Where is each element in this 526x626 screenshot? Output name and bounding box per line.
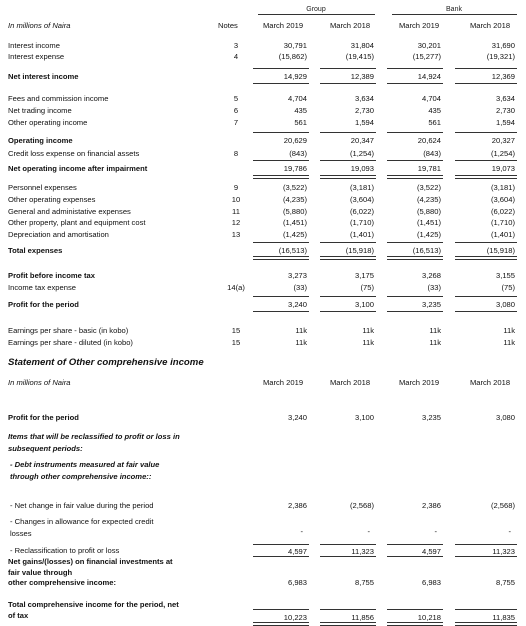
subtotal-rule <box>387 83 443 84</box>
total-double-rule <box>253 256 309 260</box>
amount-cell: (15,862) <box>278 52 307 61</box>
subtotal-rule <box>320 68 376 69</box>
note-ref: 9 <box>233 183 239 192</box>
line-item-label: Profit before income tax <box>8 271 95 280</box>
amount-cell: (2,568) <box>490 501 515 510</box>
subtotal-rule <box>455 609 517 610</box>
subtotal-rule <box>455 311 517 312</box>
subtotal-rule <box>320 242 376 243</box>
subtotal-rule <box>455 544 517 545</box>
amount-cell: 3,235 <box>421 300 441 309</box>
oci-column-header: March 2018 <box>329 378 371 387</box>
note-ref: 8 <box>233 149 239 158</box>
fv-change-label: - Net change in fair value during the period <box>10 501 154 510</box>
total-double-rule <box>320 622 376 626</box>
line-item-label: Fees and commission income <box>8 94 109 103</box>
total-double-rule <box>253 175 309 179</box>
bank-header-rule <box>392 14 517 15</box>
subtotal-rule <box>253 83 309 84</box>
debt-instruments-heading: through other comprehensive income:: <box>10 472 152 481</box>
subtotal-rule <box>387 556 443 557</box>
column-header: March 2018 <box>469 21 511 30</box>
amount-cell: (3,181) <box>490 183 515 192</box>
amount-cell: 11k <box>362 326 374 335</box>
amount-cell: 3,155 <box>495 271 515 280</box>
amount-cell: (33) <box>427 283 441 292</box>
notes-column-header: Notes <box>218 21 238 30</box>
total-comprehensive-label: of tax <box>8 611 29 620</box>
line-item-label: Interest expense <box>8 52 65 61</box>
amount-cell: (1,254) <box>490 149 515 158</box>
amount-cell: 3,268 <box>421 271 441 280</box>
amount-cell: 14,929 <box>283 72 307 81</box>
total-double-rule <box>387 256 443 260</box>
line-item-label: Earnings per share - diluted (in kobo) <box>8 338 133 347</box>
subtotal-rule <box>320 83 376 84</box>
subtotal-rule <box>253 544 309 545</box>
note-ref: 12 <box>231 218 241 227</box>
amount-cell: 19,073 <box>491 164 515 173</box>
amount-cell: (1,425) <box>282 230 307 239</box>
column-header: March 2018 <box>329 21 371 30</box>
amount-cell: 11k <box>295 338 307 347</box>
amount-cell: 3,634 <box>354 94 374 103</box>
line-item-label: Personnel expenses <box>8 183 77 192</box>
amount-cell: 14,924 <box>417 72 441 81</box>
line-item-label: Profit for the period <box>8 300 79 309</box>
reclass-heading: Items that will be reclassified to profit or loss in <box>8 432 180 441</box>
amount-cell: 6,983 <box>421 578 441 587</box>
amount-cell: (19,321) <box>486 52 515 61</box>
amount-cell: 8,755 <box>495 578 515 587</box>
amount-cell: 19,093 <box>350 164 374 173</box>
amount-cell: (3,604) <box>490 195 515 204</box>
amount-cell: 11,323 <box>492 547 515 556</box>
amount-cell: (16,513) <box>278 246 307 255</box>
amount-cell: - <box>367 527 370 536</box>
amount-cell: (843) <box>423 149 441 158</box>
note-ref: 4 <box>233 52 239 61</box>
amount-cell: (1,401) <box>490 230 515 239</box>
note-ref: 13 <box>231 230 241 239</box>
amount-cell: 11,323 <box>351 547 374 556</box>
subtotal-rule <box>320 544 376 545</box>
amount-cell: 10,223 <box>283 613 307 622</box>
amount-cell: 20,327 <box>491 136 515 145</box>
amount-cell: (5,880) <box>282 207 307 216</box>
amount-cell: 2,386 <box>287 501 307 510</box>
amount-cell: 4,597 <box>421 547 441 556</box>
units-label: In millions of Naira <box>8 21 71 30</box>
oci-units-label: In millions of Naira <box>8 378 71 387</box>
total-double-rule <box>320 256 376 260</box>
subtotal-rule <box>320 609 376 610</box>
amount-cell: 11,856 <box>351 613 374 622</box>
amount-cell: 11k <box>429 338 441 347</box>
group-header: Group <box>306 6 326 13</box>
subtotal-rule <box>387 609 443 610</box>
amount-cell: 3,240 <box>287 300 307 309</box>
subtotal-rule <box>320 160 376 161</box>
note-ref: 15 <box>231 338 241 347</box>
amount-cell: 4,597 <box>287 547 307 556</box>
amount-cell: 3,273 <box>287 271 307 280</box>
amount-cell: 3,175 <box>354 271 374 280</box>
amount-cell: 12,369 <box>491 72 515 81</box>
amount-cell: (3,181) <box>349 183 374 192</box>
total-double-rule <box>253 622 309 626</box>
amount-cell: 3,240 <box>287 413 307 422</box>
subtotal-rule <box>387 544 443 545</box>
amount-cell: 11k <box>503 326 515 335</box>
amount-cell: 20,624 <box>417 136 441 145</box>
line-item-label: Earnings per share - basic (in kobo) <box>8 326 129 335</box>
amount-cell: (1,254) <box>349 149 374 158</box>
note-ref: 6 <box>233 106 239 115</box>
amount-cell: 4,704 <box>421 94 441 103</box>
subtotal-rule <box>387 242 443 243</box>
line-item-label: Other operating expenses <box>8 195 96 204</box>
oci-column-header: March 2019 <box>262 378 304 387</box>
column-header: March 2019 <box>262 21 304 30</box>
line-item-label: Credit loss expense on financial assets <box>8 149 140 158</box>
group-header-rule <box>258 14 375 15</box>
amount-cell: (6,022) <box>349 207 374 216</box>
amount-cell: (1,425) <box>416 230 441 239</box>
line-item-label: Depreciation and amortisation <box>8 230 109 239</box>
amount-cell: (2,568) <box>349 501 374 510</box>
subtotal-rule <box>455 83 517 84</box>
amount-cell: 561 <box>428 118 441 127</box>
subtotal-rule <box>320 296 376 297</box>
subtotal-rule <box>253 311 309 312</box>
total-double-rule <box>387 622 443 626</box>
subtotal-rule <box>253 68 309 69</box>
amount-cell: 30,791 <box>283 41 307 50</box>
subtotal-rule <box>387 160 443 161</box>
subtotal-rule <box>253 609 309 610</box>
note-ref: 3 <box>233 41 239 50</box>
subtotal-rule <box>253 296 309 297</box>
allowance-label: - Changes in allowance for expected credit <box>10 517 154 526</box>
oci-column-header: March 2019 <box>398 378 440 387</box>
amount-cell: 6,983 <box>287 578 307 587</box>
net-gains-label: fair value through <box>8 568 73 577</box>
amount-cell: (15,277) <box>412 52 441 61</box>
subtotal-rule <box>253 160 309 161</box>
subtotal-rule <box>387 68 443 69</box>
amount-cell: 10,218 <box>417 613 441 622</box>
subtotal-rule <box>455 132 517 133</box>
amount-cell: 3,634 <box>495 94 515 103</box>
amount-cell: (1,710) <box>349 218 374 227</box>
amount-cell: (75) <box>360 283 374 292</box>
amount-cell: 3,080 <box>495 413 515 422</box>
amount-cell: 31,804 <box>350 41 374 50</box>
amount-cell: (15,918) <box>345 246 374 255</box>
line-item-label: General and administative expenses <box>8 207 131 216</box>
amount-cell: 20,629 <box>283 136 307 145</box>
total-double-rule <box>455 622 517 626</box>
subtotal-rule <box>455 296 517 297</box>
note-ref: 7 <box>233 118 239 127</box>
amount-cell: - <box>434 527 437 536</box>
reclass-heading: subsequent periods: <box>8 444 83 453</box>
line-item-label: Operating income <box>8 136 73 145</box>
line-item-label: Other operating income <box>8 118 88 127</box>
line-item-label: Income tax expense <box>8 283 76 292</box>
amount-cell: (6,022) <box>490 207 515 216</box>
subtotal-rule <box>455 68 517 69</box>
total-double-rule <box>320 175 376 179</box>
amount-cell: 8,755 <box>354 578 374 587</box>
line-item-label: Net operating income after impairment <box>8 164 148 173</box>
oci-profit-label: Profit for the period <box>8 413 79 422</box>
total-double-rule <box>455 256 517 260</box>
amount-cell: 4,704 <box>287 94 307 103</box>
amount-cell: (5,880) <box>416 207 441 216</box>
reclass-label: - Reclassification to profit or loss <box>10 546 120 555</box>
amount-cell: 11k <box>295 326 307 335</box>
subtotal-rule <box>253 242 309 243</box>
amount-cell: (3,522) <box>282 183 307 192</box>
oci-section-title: Statement of Other comprehensive income <box>8 357 204 368</box>
amount-cell: (3,604) <box>349 195 374 204</box>
amount-cell: (1,451) <box>416 218 441 227</box>
total-comprehensive-label: Total comprehensive income for the period, net <box>8 600 179 609</box>
amount-cell: 31,690 <box>491 41 515 50</box>
amount-cell: 1,594 <box>354 118 374 127</box>
amount-cell: 561 <box>294 118 307 127</box>
debt-instruments-heading: - Debt instruments measured at fair value <box>10 460 160 469</box>
subtotal-rule <box>455 242 517 243</box>
amount-cell: (4,235) <box>282 195 307 204</box>
amount-cell: 1,594 <box>495 118 515 127</box>
allowance-label: losses <box>10 529 32 538</box>
subtotal-rule <box>253 132 309 133</box>
amount-cell: (843) <box>289 149 307 158</box>
amount-cell: 2,730 <box>495 106 515 115</box>
note-ref: 14(a) <box>227 283 245 292</box>
subtotal-rule <box>253 556 309 557</box>
line-item-label: Net trading income <box>8 106 72 115</box>
bank-header: Bank <box>446 6 462 13</box>
subtotal-rule <box>320 556 376 557</box>
amount-cell: 2,730 <box>354 106 374 115</box>
amount-cell: (4,235) <box>416 195 441 204</box>
amount-cell: 435 <box>294 106 307 115</box>
amount-cell: (1,710) <box>490 218 515 227</box>
subtotal-rule <box>455 556 517 557</box>
amount-cell: 11,835 <box>492 613 515 622</box>
amount-cell: (1,451) <box>282 218 307 227</box>
total-double-rule <box>387 175 443 179</box>
amount-cell: (19,415) <box>345 52 374 61</box>
amount-cell: (3,522) <box>416 183 441 192</box>
amount-cell: 19,781 <box>417 164 441 173</box>
amount-cell: (33) <box>293 283 307 292</box>
net-gains-label: Net gains/(losses) on financial investments at <box>8 557 173 566</box>
note-ref: 15 <box>231 326 241 335</box>
amount-cell: 3,100 <box>354 300 374 309</box>
subtotal-rule <box>320 311 376 312</box>
subtotal-rule <box>387 132 443 133</box>
amount-cell: - <box>300 527 303 536</box>
amount-cell: 11k <box>503 338 515 347</box>
amount-cell: 20,347 <box>350 136 374 145</box>
subtotal-rule <box>455 160 517 161</box>
amount-cell: 3,100 <box>354 413 374 422</box>
note-ref: 5 <box>233 94 239 103</box>
amount-cell: - <box>508 527 511 536</box>
line-item-label: Net interest income <box>8 72 79 81</box>
amount-cell: 11k <box>429 326 441 335</box>
amount-cell: (1,401) <box>349 230 374 239</box>
amount-cell: (16,513) <box>412 246 441 255</box>
net-gains-label: other comprehensive income: <box>8 578 117 587</box>
line-item-label: Other property, plant and equipment cost <box>8 218 146 227</box>
amount-cell: 435 <box>428 106 441 115</box>
oci-column-header: March 2018 <box>469 378 511 387</box>
amount-cell: (15,918) <box>486 246 515 255</box>
amount-cell: 11k <box>362 338 374 347</box>
amount-cell: 19,786 <box>283 164 307 173</box>
subtotal-rule <box>387 311 443 312</box>
subtotal-rule <box>387 296 443 297</box>
amount-cell: 12,389 <box>350 72 374 81</box>
line-item-label: Total expenses <box>8 246 63 255</box>
amount-cell: 30,201 <box>417 41 441 50</box>
amount-cell: 2,386 <box>421 501 441 510</box>
note-ref: 11 <box>232 207 240 216</box>
amount-cell: 3,080 <box>495 300 515 309</box>
total-double-rule <box>455 175 517 179</box>
note-ref: 10 <box>231 195 241 204</box>
amount-cell: (75) <box>501 283 515 292</box>
line-item-label: Interest income <box>8 41 60 50</box>
subtotal-rule <box>320 132 376 133</box>
column-header: March 2019 <box>398 21 440 30</box>
amount-cell: 3,235 <box>421 413 441 422</box>
